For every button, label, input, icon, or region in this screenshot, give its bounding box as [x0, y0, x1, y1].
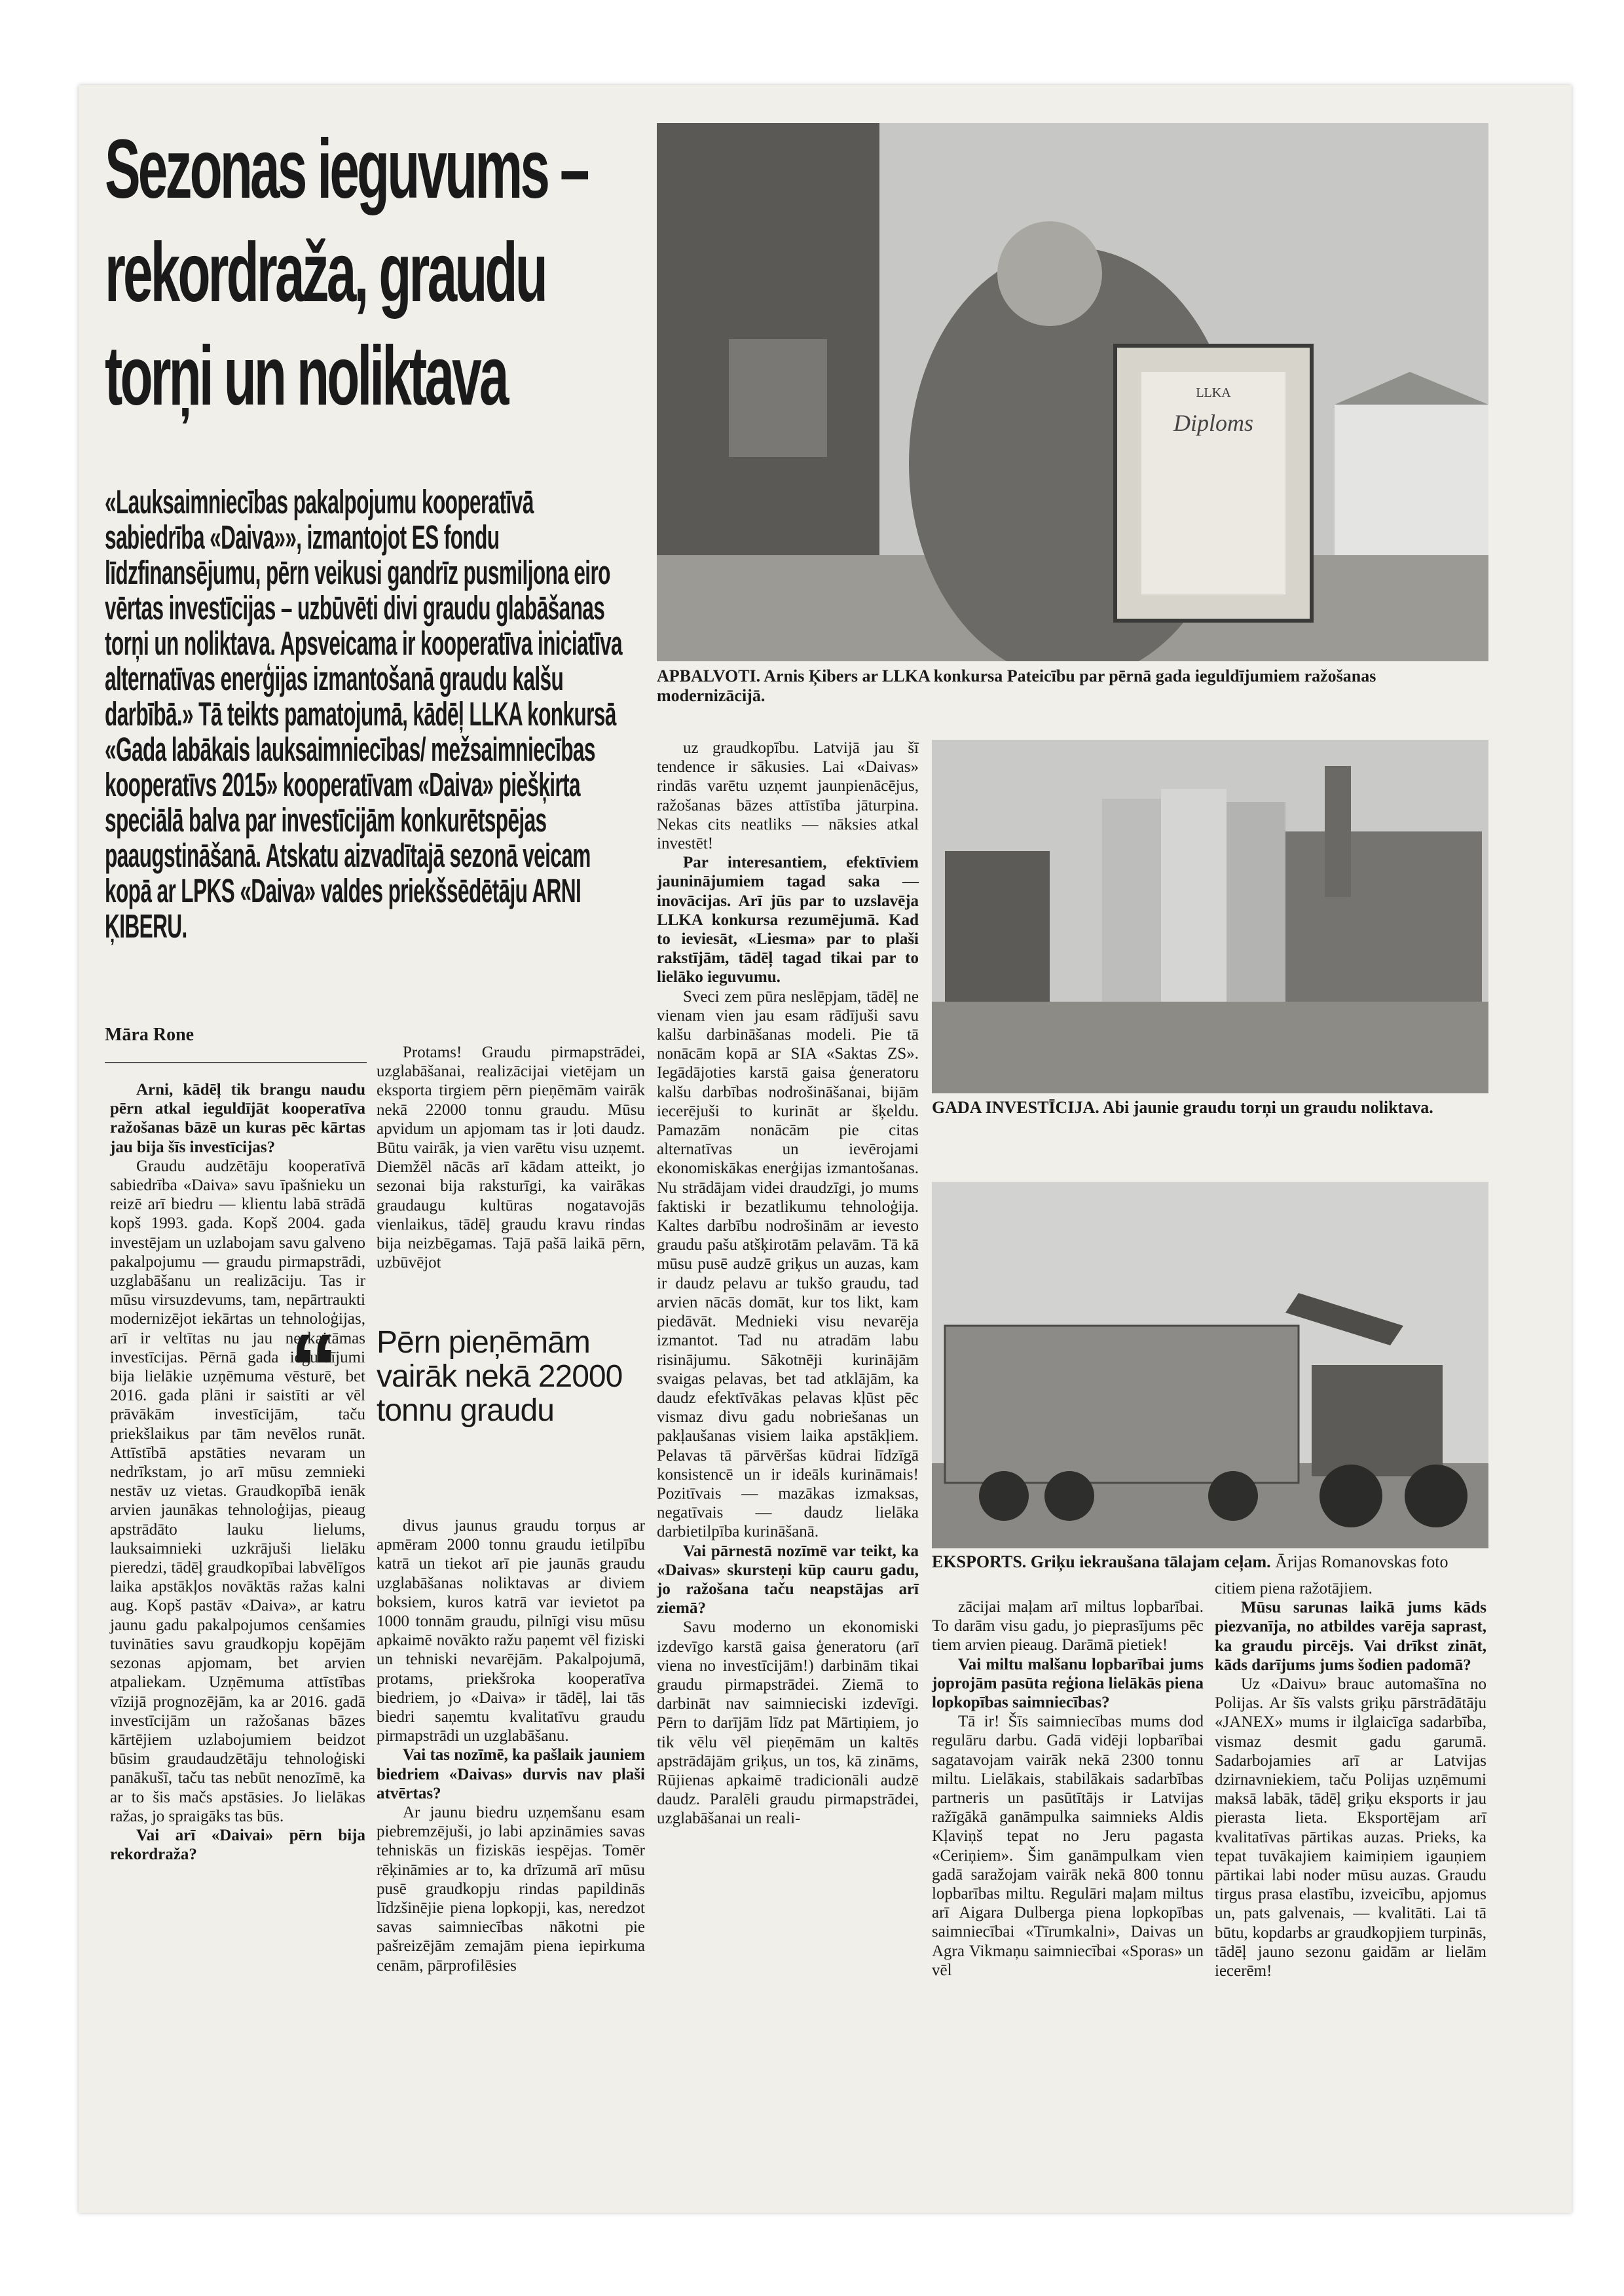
interview-question: Vai pārnestā nozīmē var teikt, ka «Daivas» skursteņi kūp cauru gadu, jo ražošana taču neapstājas arī ziemā?: [657, 1542, 919, 1618]
article-paragraph: citiem piena ražotājiem.: [1215, 1580, 1373, 1597]
article-paragraph: Graudu audzētāju kooperatīvā sabiedrība «Daiva» savu īpašnieku un reizē arī biedru — klientu labā strādā kopš 1993. gada. Kopš 2004. gada investējam un uzlabojam savu galveno pakalpojumu — graudu pirmapstrādi, uzglabāšanu un realizāciju. Tas ir mūsu virsuzdevums, tam, nepārtraukti modernizējot iekārtas un tehnoloģijas, arī ir veltītas nu jau neskaitāmas investīcijas. Pērnā gada ieguldījumi bija lielākie uzņēmuma vēsturē, bet 2016. gada plāni ir saistīti ar vēl prāvākām investīcijām, taču priekšlaikus par tām nevēlos runāt. Attīstībā apstāties nevaram un nedrīkstam, jo arī mūsu zemnieki nestāv uz vietas. Graudkopībā ienāk arvien jaunākas tehnoloģijas, pieaug apstrādāto lauku lielums, lauksaimnieki uzkrājuši lielāku pieredzi, tādēļ graudkopībai labvēlīgos laika apstākļos novāktās ražas kalni aug. Kopš pastāv «Daiva», ar katru jaunu gadu pakalpojumos cenšamies tuvināties savu graudkopju kopējām sezonas apjomam, bet arvien atpaliekam. Uzņēmuma attīstības vīzijā prognozējām, ka ar 2016. gadā investīcijām un ražošanas bāzes kārtējiem uzlabojumiem beidzot būsim graudaudzētāju tehnoloģiski panākušī, taču tas nebūt nenozīmē, ka ar to šis mačs apstāsies. Jo lielākas ražas, jo spraigāks tas būs.: [110, 1157, 365, 1825]
article-lead: «Lauksaimniecības pakalpojumu kooperatīvā sabiedrība «Daiva»», izmantojot ES fondu līdzfinansējumu, pērn veikusi gandrīz pusmiljona eiro vērtas investīcijas – uzbūvēti divi graudu glabāšanas torņi un noliktava. Apsveicama ir kooperatīva iniciatīva alternatīvas enerģijas izmantošanā graudu kalšu darbībā.» Tā teikts pamatojumā, kādēļ LLKA konkursā «Gada labākais lauksaimniecības/ mežsaimniecības kooperatīvs 2015» kooperatīvam «Daiva» piešķirta speciālā balva par investīcijām konkurētspējas paaugstināšanā. Atskatu aizvadītajā sezonā veicam kopā ar LPKS «Daiva» valdes priekšsēdētāju ARNI ĶIBERU.: [105, 483, 623, 945]
photo-towers-caption: [932, 1098, 1492, 1118]
article-paragraph: Uz «Daivu» brauc automašīna no Polijas. Ar šīs valsts griķu pārstrādātāju «JANEX» mums ir ilglaicīga sadarbība, vismaz desmit gadu garumā. Sadarbojamies arī ar Latvijas dzirnavniekiem, taču Polijas uzņēmumi maksā labāk, tādēļ griķu eksports ir jau pierasta lieta. Eksportējam arī kvalitatīvas pārtikas auzas. Prieks, ka tepat tuvākajiem kaimiņiem igauņiem pārtikai labi noder mūsu auzas. Graudu tirgus prasa elastību, izveicību, apjomus un, pats galvenais, — kvalitāti. Lai tā būtu, kopdarbs ar graudkopjiem turpinās, tādēļ jauno sezonu gaidām ar lielām iecerēm!: [1215, 1675, 1486, 1980]
interview-question: Arni, kādēļ tik brangu naudu pērn atkal ieguldījāt kooperatīva ražošanas bāzē un kuras pēc kārtas jau bija šīs investīcijas?: [110, 1081, 365, 1156]
article-paragraph: Protams! Graudu pirmapstrādei, uzglabāšanai, realizācijai vietējam un eksporta tirgiem pērn pieņēmām vairāk nekā 22000 tonnu graudu. Mūsu apvidum un apjomam tas ir ļoti daudz. Būtu vairāk, ja vien varētu visu uzņemt. Diemžēl nācās arī kādam atteikt, jo sezonai bija raksturīgi, ka vairākas graudaugu kultūras nogatavojās vienlaikus, tādēļ graudu kravu rindas bija neizbēgamas. Tajā pašā laikā pērn, uzbūvējot: [377, 1044, 645, 1272]
interview-question: Vai miltu malšanu lopbarībai jums joprojām pasūta reģiona lielākās piena lopkopības saimniecības?: [932, 1655, 1204, 1712]
article-paragraph: Ar jaunu biedru uzņemšanu esam piebremzējuši, jo labi apzināmies savas tehniskās un fiziskās iespējas. Tomēr rēķināmies ar to, ka drīzumā arī mūsu pusē graudkopju rindas papildinās līdzšinējie piena lopkopji, kas, neredzot savas saimniecības nākotni pie pašreizējām zemajām piena iepirkuma cenām, pārprofilēsies: [377, 1804, 645, 1975]
photo-export-caption-credit: Ārijas Romanovskas foto: [1270, 1552, 1449, 1571]
photo-towers-caption-text: GADA INVESTĪCIJA. Abi jaunie graudu torņi un graudu noliktava.: [932, 1098, 1433, 1117]
photo-award-image: [657, 123, 1488, 661]
text-column-2-bottom: [377, 1516, 645, 1975]
article-paragraph: divus jaunus graudu torņus ar apmēram 2000 tonnu graudu ietilpību katrā un tiekot arī pie jaunās graudu uzglabāšanas noliktavas ar diviem boksiem, kuros katrā var ievietot pa 1000 tonnām graudu, pilnīgi visu mūsu apkaimē novākto ražu paņemt vēl fiziski un tehniski nevarējām. Pakalpojumā, protams, priekšroka kooperatīva biedriem, jo «Daiva» ir tādēļ, lai tās biedri saņemtu kvalitatīvu graudu pirmapstrādi un uzglabāšanu.: [377, 1517, 645, 1745]
article-paragraph: Savu moderno un ekonomiski izdevīgo karstā gaisa ģeneratoru (arī viena no investīcijām!) darbinām tikai graudu pirmapstrādei. Ziemā to darbināt nav saimnieciski izdevīgi. Pērn to darījām līdz pat Mārtiņiem, jo tik vēlu vēl pieņēmām un kaltēs apstrādājām griķus, un tos, kā zināms, Rūjienas apkaimē tradicionāli audzē daudz. Paralēli graudu pirmapstrādei, uzglabāšanai un reali-: [657, 1618, 919, 1828]
photo-export-caption-bold: EKSPORTS. Griķu iekraušana tālajam ceļam.: [932, 1552, 1271, 1571]
pull-quote: Pērn pieņēmām vairāk nekā 22000 tonnu graudu: [377, 1325, 623, 1428]
article-paragraph: zācijai maļam arī miltus lopbarībai. To darām visu gadu, jo pieprasījums pēc tiem arvien pieaug. Darāmā pietiek!: [932, 1598, 1204, 1654]
photo-award-caption-text: APBALVOTI. Arnis Ķibers ar LLKA konkursa Pateicību par pērnā gada ieguldījumiem ražošanas modernizācijā.: [657, 666, 1376, 705]
author-divider: [105, 1062, 367, 1063]
photo-award-caption: [657, 666, 1485, 706]
text-column-1: [110, 1080, 365, 1864]
article-paragraph: Sveci zem pūra neslēpjam, tādēļ ne vienam vien jau esam rādījuši savu kalšu darbināšanas modeli. Pie tā nonācām kopā ar SIA «Saktas ZS». Iegādājoties karstā gaisa ģeneratoru kalšu darbības nodrošināšanai, bijām iecerējuši to kurināt ar šķeldu. Pamazām nonācām pie citas alternatīvas un ievērojami ekonomiskākas enerģijas izmantošanas. Nu strādājam videi draudzīgi, jo mums faktiski ir bezatlikumu tehnoloģija. Kaltes darbību nodrošinām ar ievesto graudu pašu atšķirotām pelavām. Tā kā mūsu pusē audzē griķus un auzas, kam ir daudz pelavu ar tukšo graudu, tad arvien nācās domāt, kur tos likt, kam piedāvāt. Mednieki visu nevarēja izmantot. Tad nu atradām labu risinājumu. Sākotnēji kurinājām svaigas pelavas, bet tad atklājām, ka daudz efektīvākas pelavas kļūst pēc vismaz divu gadu nobriešanas un pakļaušanas visiem laika apstākļiem. Pelavas tā pārvēršas kūdrai līdzīgā konsistencē un ir ideāls kurināmais! Pozitīvais — mazākas izmaksas, negatīvais — daudz lielāka darbietilpība kurināšanā.: [657, 987, 919, 1541]
photo-towers-image: [932, 740, 1488, 1093]
quote-mark-icon: “: [289, 1313, 339, 1423]
photo-export: [932, 1182, 1488, 1548]
interview-question: Vai arī «Daivai» pērn bija rekordraža?: [110, 1826, 365, 1864]
text-column-3: [657, 738, 919, 1829]
photo-award: [657, 123, 1488, 661]
article-paragraph: uz graudkopību. Latvijā jau šī tendence ir sākusies. Lai «Daivas» rindās varētu uzņemt jaunpienācējus, ražošanas bāzes attīstība jāturpina. Nekas cits neatliks — nāksies atkal investēt!: [657, 739, 919, 853]
article-headline: Sezonas ieguvums – rekordraža, graudu torņi un noliktava: [105, 122, 587, 423]
interview-question: Par interesantiem, efektīviem jauninājumiem tagad saka — inovācijas. Arī jūs par to uzslavēja LLKA konkursa rezumējumā. Kad to ieviesāt, «Liesma» par to plaši rakstījām, tādēļ tagad tikai par to lielāko ieguvumu.: [657, 854, 919, 987]
article-author: Māra Rone: [105, 1025, 194, 1045]
interview-question: Mūsu sarunas laikā jums kāds piezvanīja, no atbildes varēja saprast, ka graudu pircējs. Vai drīkst zināt, kāds darījums jums šodien padomā?: [1215, 1599, 1486, 1674]
interview-question: Vai tas nozīmē, ka pašlaik jauniem biedriem «Daivas» durvis nav plaši atvērtas?: [377, 1746, 645, 1802]
photo-export-caption: [932, 1552, 1492, 1572]
photo-export-image: [932, 1182, 1488, 1548]
text-column-5: [1215, 1579, 1486, 1980]
article-paragraph: Tā ir! Šīs saimniecības mums dod regulāru darbu. Gadā vidēji lopbarībai sagatavojam vairāk nekā 2300 tonnu miltu. Lielākais, stabilākais sadarbības partneris un pasūtītājs ir Latvijas ražīgākā ganāmpulka saimnieks Aldis Kļaviņš tepat no Jeru pagasta «Ceriņiem». Šim ganāmpulkam vien gadā saražojam vairāk nekā 800 tonnu lopbarības miltu. Regulāri maļam miltus arī Aigara Dulberga piena lopkopības saimniecībai «Tīrumkalni», Daivas un Agra Vikmaņu saimniecībai «Sporas» un vēl: [932, 1713, 1204, 1979]
diploma-org-label: LLKA: [1196, 386, 1231, 400]
diploma-title-label: Diploms: [1173, 410, 1254, 436]
text-column-4: [932, 1597, 1204, 1980]
photo-towers: [932, 740, 1488, 1093]
text-column-2-top: [377, 1043, 645, 1272]
